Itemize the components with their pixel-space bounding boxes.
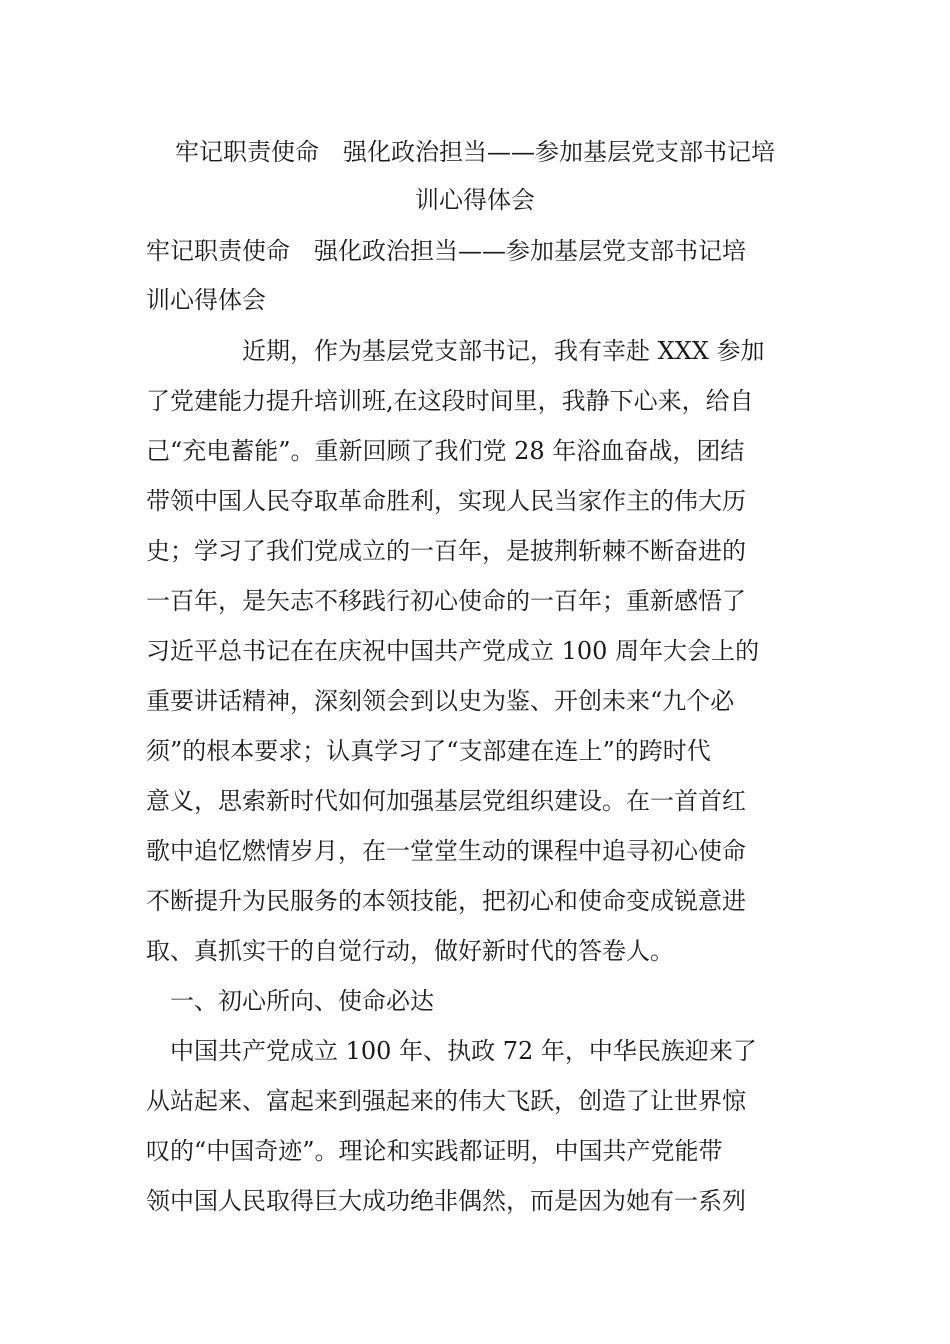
body-line: 一百年，是矢志不移践行初心使命的一百年；重新感悟了	[146, 587, 746, 615]
body-line: 须”的根本要求；认真学习了“支部建在连上”的跨时代	[146, 737, 711, 765]
body-line: 近期，作为基层党支部书记，我有幸赴 XXX 参加	[146, 337, 765, 365]
body-line: 带领中国人民夺取革命胜利，实现人民当家作主的伟大历	[146, 487, 746, 515]
body-line: 牢记职责使命 强化政治担当——参加基层党支部书记培	[146, 237, 746, 265]
document-title-line-1: 牢记职责使命 强化政治担当——参加基层党支部书记培	[175, 138, 775, 166]
body-line: 中国共产党成立 100 年、执政 72 年，中华民族迎来了	[146, 1037, 757, 1065]
body-line: 不断提升为民服务的本领技能，把初心和使命变成锐意进	[146, 887, 746, 915]
body-line: 领中国人民取得巨大成功绝非偶然，而是因为她有一系列	[146, 1187, 746, 1215]
body-line: 叹的“中国奇迹”。理论和实践都证明，中国共产党能带	[146, 1137, 723, 1165]
body-line: 训心得体会	[146, 286, 266, 314]
section-heading: 一、初心所向、使命必达	[146, 987, 434, 1015]
body-line: 史；学习了我们党成立的一百年，是披荆斩棘不断奋进的	[146, 537, 746, 565]
body-line: 取、真抓实干的自觉行动，做好新时代的答卷人。	[146, 937, 674, 965]
body-line: 了党建能力提升培训班,在这段时间里，我静下心来，给自	[146, 387, 754, 415]
body-line: 从站起来、富起来到强起来的伟大飞跃，创造了让世界惊	[146, 1087, 746, 1115]
body-line: 意义，思索新时代如何加强基层党组织建设。在一首首红	[146, 787, 746, 815]
body-line: 重要讲话精神，深刻领会到以史为鉴、开创未来“九个必	[146, 687, 735, 715]
document-title-line-2: 训心得体会	[415, 186, 535, 214]
body-line: 习近平总书记在在庆祝中国共产党成立 100 周年大会上的	[146, 637, 760, 665]
body-line: 己“充电蓄能”。重新回顾了我们党 28 年浴血奋战，团结	[146, 437, 745, 465]
body-line: 歌中追忆燃情岁月，在一堂堂生动的课程中追寻初心使命	[146, 837, 746, 865]
